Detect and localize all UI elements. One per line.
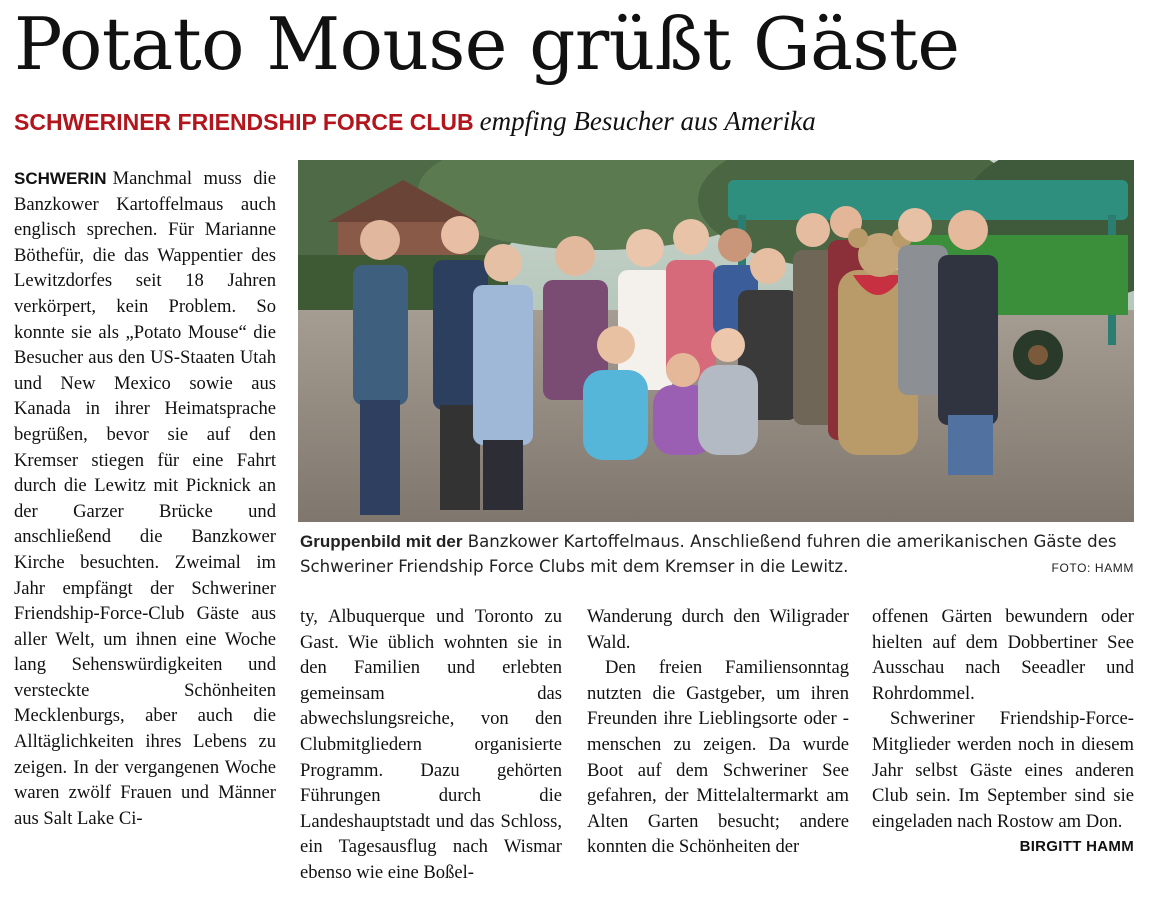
column-3-paragraph-2: Den freien Familiensonntag nutzten die Gastgeber, um ihren Freunden ihre Lieblingsorte oder -menschen zu zeigen. Da wurde Boot auf dem Schweriner See gefahren, der Mittelaltermarkt am Alten Garten besucht; andere konnten die Schönheiten der — [587, 657, 849, 858]
column-4-paragraph-2-text: Schweriner Friendship-Force-Mitglieder werden noch in diesem Jahr selbst Gäste eines anderen Club sein. Im September sind sie eingeladen nach Rostow am Don. — [872, 708, 1134, 832]
column-1-text: Manchmal muss die Banzkower Kartoffelmaus auch englisch sprechen. Für Marianne Böthefür, die das Wappentier des Lewitzdorfes seit 18 Jahren verkörpert, kein Problem. So konnte sie als „Potato Mouse“ die Besucher aus den US-Staaten Utah und New Mexico sowie aus Kanada in ihrer Heimatsprache begrüßen, bevor sie auf den Kremser stiegen für eine Fahrt durch die Lewitz mit Picknick an der Garzer Brücke und anschließend die Banzkower Kirche besuchten. Zweimal im Jahr empfängt der Schweriner Friendship-Force-Club Gäste aus aller Welt, um ihnen eine Woche lang Sehenswürdigkeiten und versteckte Schönheiten Mecklenburgs, aber auch die Alltäglichkeiten ihres Lebens zu zeigen. In der vergangenen Woche waren zwölf Frauen und Männer aus Salt Lake Ci- — [14, 168, 276, 829]
column-2-text: ty, Albuquerque und Toronto zu Gast. Wie üblich wohnten sie in den Familien und erlebten gemeinsam das abwechslungsreiche, von den Clubmitgliedern organisierte Programm. Dazu gehörten Führungen durch die Landeshauptstadt und das Schloss, ein Tagesausflug nach Wismar ebenso wie eine Boßel- — [300, 606, 562, 883]
group-photo — [298, 160, 1134, 522]
column-4-paragraph-1: offenen Gärten bewundern oder hielten auf dem Dobbertiner See Ausschau nach Seeadler und Rohrdommel. — [872, 606, 1134, 704]
subheadline-kicker: SCHWERINER FRIENDSHIP FORCE CLUB — [14, 109, 474, 135]
subheadline-text: empfing Besucher aus Amerika — [479, 106, 816, 136]
article-column-3 — [587, 604, 849, 860]
article-column-4 — [872, 604, 1134, 860]
caption-lead: Gruppenbild mit der — [300, 532, 463, 551]
group-photo-illustration — [298, 160, 1134, 522]
author-byline: BIRGITT HAMM — [1019, 838, 1134, 856]
photo-caption — [300, 529, 1134, 581]
article-column-1 — [14, 166, 276, 831]
article-column-2 — [300, 604, 562, 886]
column-4-paragraph-2 — [872, 706, 1134, 856]
photo-credit: FOTO: HAMM — [1051, 561, 1134, 575]
dateline: SCHWERIN — [14, 169, 107, 188]
subheadline — [14, 104, 816, 138]
caption-text: Banzkower Kartoffelmaus. Anschließend fuhren die amerikanischen Gäste des Schweriner Friendship Force Clubs mit dem Kremser in die Lewitz. — [300, 532, 1117, 576]
column-3-paragraph-1: Wanderung durch den Wiligrader Wald. — [587, 606, 849, 653]
headline: Potato Mouse grüßt Gäste — [14, 2, 960, 86]
